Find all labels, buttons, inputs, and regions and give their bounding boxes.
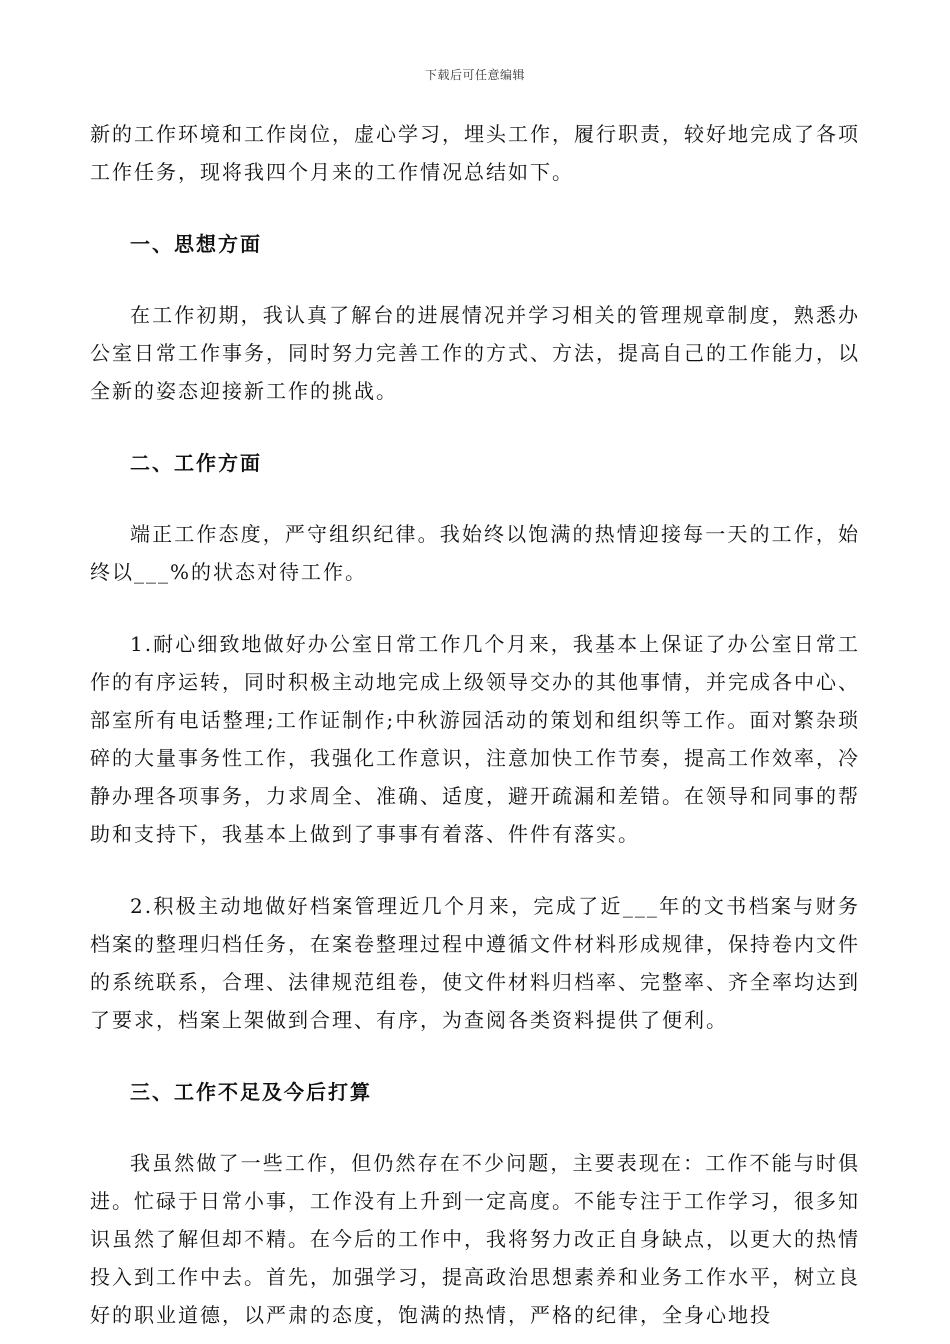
paragraph-office-work: 1.耐心细致地做好办公室日常工作几个月来，我基本上保证了办公室日常工作的有序运转，同时积极主动地完成上级领导交办的其他事情，并完成各中心、部室所有电话整理;工作证制作;中秋游园活动的策划和组织等工作。面对繁杂琐碎的大量事务性工作，我强化工作意识，注意加快工作节奏，提高工作效率，冷静办理各项事务，力求周全、准确、适度，避开疏漏和差错。在领导和同事的帮助和支持下，我基本上做到了事事有着落、件件有落实。 (90, 632, 860, 846)
page-header: 下载后可任意编辑 (424, 68, 525, 82)
section-heading-shortcomings: 三、工作不足及今后打算 (130, 1080, 372, 1104)
paragraph-thought: 在工作初期，我认真了解台的进展情况并学习相关的管理规章制度，熟悉办公室日常工作事务，同时努力完善工作的方式、方法，提高自己的工作能力，以全新的姿态迎接新工作的挑战。 (90, 303, 860, 403)
intro-paragraph: 新的工作环境和工作岗位，虚心学习，埋头工作，履行职责，较好地完成了各项工作任务，现将我四个月来的工作情况总结如下。 (90, 122, 860, 184)
paragraph-archive-work: 2.积极主动地做好档案管理近几个月来，完成了近___年的文书档案与财务档案的整理归档任务，在案卷整理过程中遵循文件材料形成规律，保持卷内文件的系统联系，合理、法律规范组卷，使文件材料归档率、完整率、齐全率均达到了要求，档案上架做到合理、有序，为查阅各类资料提供了便利。 (90, 894, 860, 1032)
paragraph-shortcomings: 我虽然做了一些工作，但仍然存在不少问题，主要表现在：工作不能与时俱进。忙碌于日常小事，工作没有上升到一定高度。不能专注于工作学习，很多知识虽然了解但却不精。在今后的工作中，我将努力改正自身缺点，以更大的热情投入到工作中去。首先，加强学习，提高政治思想素养和业务工作水平，树立良好的职业道德，以严肃的态度，饱满的热情，严格的纪律，全身心地投 (90, 1151, 860, 1327)
paragraph-work-attitude: 端正工作态度，严守组织纪律。我始终以饱满的热情迎接每一天的工作，始终以___%的状态对待工作。 (90, 522, 860, 584)
document-body (90, 115, 860, 1334)
section-heading-work: 二、工作方面 (130, 451, 262, 475)
section-heading-thought: 一、思想方面 (130, 232, 262, 256)
